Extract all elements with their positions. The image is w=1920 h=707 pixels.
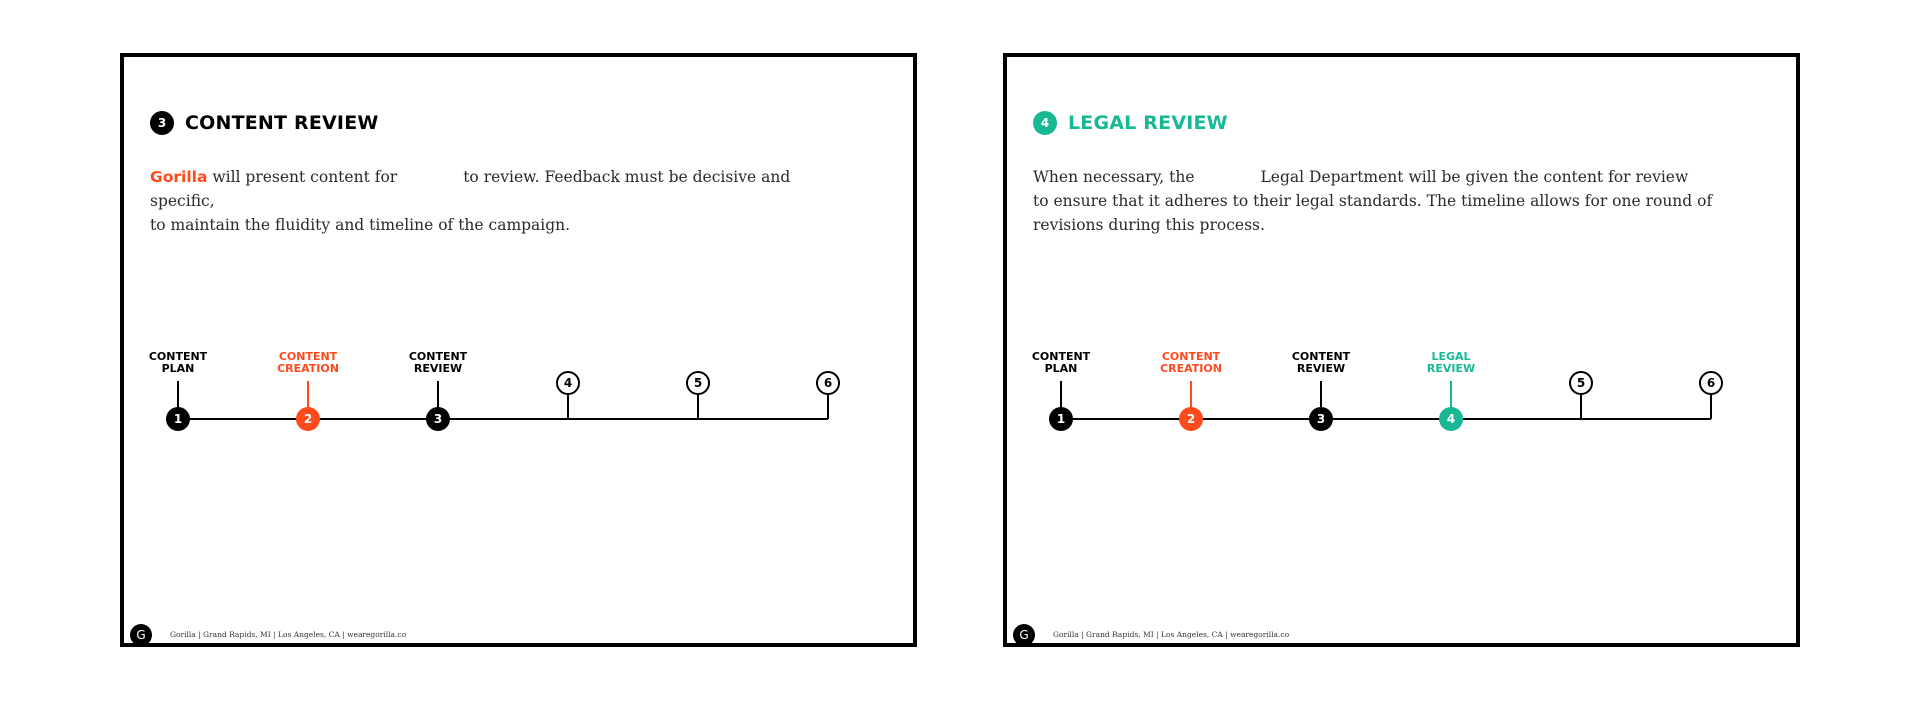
slide-body-text bbox=[1033, 165, 1733, 237]
slide-title: CONTENT REVIEW bbox=[185, 112, 379, 134]
timeline-node-3: 3 bbox=[1309, 407, 1333, 431]
timeline-stem bbox=[567, 393, 569, 419]
timeline-label bbox=[1146, 351, 1236, 375]
body-line1: will present content for bbox=[207, 168, 398, 186]
timeline-label-line2: PLAN bbox=[1044, 362, 1078, 375]
timeline-node-3: 3 bbox=[426, 407, 450, 431]
timeline-label-line2: PLAN bbox=[161, 362, 195, 375]
body-line3: revisions during this process. bbox=[1033, 216, 1265, 234]
timeline-label-line1: CONTENT bbox=[278, 350, 338, 363]
timeline-axis bbox=[1061, 418, 1711, 420]
timeline-node-6: 6 bbox=[1699, 371, 1723, 395]
process-timeline bbox=[1007, 347, 1796, 457]
body-line1b: to review. Feedback must be decisive and specific, bbox=[150, 168, 791, 210]
timeline-node-6: 6 bbox=[816, 371, 840, 395]
gorilla-logo-icon: G bbox=[1013, 624, 1035, 646]
timeline-node-1: 1 bbox=[166, 407, 190, 431]
timeline-label-line1: CONTENT bbox=[1291, 350, 1351, 363]
slide-title: LEGAL REVIEW bbox=[1068, 112, 1228, 134]
body-line2: to ensure that it adheres to their legal standards. The timeline allows for one round of bbox=[1033, 192, 1713, 210]
timeline-label bbox=[263, 351, 353, 375]
timeline-label-line1: CONTENT bbox=[408, 350, 468, 363]
timeline-label bbox=[393, 351, 483, 375]
timeline-label-line1: CONTENT bbox=[1031, 350, 1091, 363]
timeline-label-line1: CONTENT bbox=[148, 350, 208, 363]
gorilla-logo-icon: G bbox=[130, 624, 152, 646]
timeline-label bbox=[1406, 351, 1496, 375]
timeline-label bbox=[1276, 351, 1366, 375]
process-timeline bbox=[124, 347, 913, 457]
brand-name: Gorilla bbox=[150, 168, 208, 186]
timeline-label-line2: REVIEW bbox=[1296, 362, 1346, 375]
timeline-stem bbox=[827, 393, 829, 419]
footer-text: Gorilla | Grand Rapids, MI | Los Angeles, CA | wearegorilla.co bbox=[1053, 630, 1290, 639]
timeline-label-line2: REVIEW bbox=[413, 362, 463, 375]
timeline-label-line2: CREATION bbox=[277, 362, 339, 375]
timeline-node-2: 2 bbox=[1179, 407, 1203, 431]
timeline-node-4: 4 bbox=[1439, 407, 1463, 431]
body-line1: When necessary, the bbox=[1033, 168, 1195, 186]
timeline-node-1: 1 bbox=[1049, 407, 1073, 431]
timeline-label bbox=[1016, 351, 1106, 375]
step-number-badge: 3 bbox=[150, 111, 174, 135]
timeline-label-line1: LEGAL bbox=[1431, 350, 1471, 363]
slide-content-review bbox=[120, 53, 917, 647]
step-number-badge: 4 bbox=[1033, 111, 1057, 135]
body-line1b: Legal Department will be given the content for review bbox=[1260, 168, 1689, 186]
timeline-stem bbox=[1710, 393, 1712, 419]
timeline-label bbox=[133, 351, 223, 375]
slide-legal-review bbox=[1003, 53, 1800, 647]
timeline-label-line2: CREATION bbox=[1160, 362, 1222, 375]
body-line2: to maintain the fluidity and timeline of the campaign. bbox=[150, 216, 571, 234]
timeline-node-5: 5 bbox=[1569, 371, 1593, 395]
timeline-axis bbox=[178, 418, 828, 420]
timeline-stem bbox=[1580, 393, 1582, 419]
timeline-label-line1: CONTENT bbox=[1161, 350, 1221, 363]
timeline-label-line2: REVIEW bbox=[1426, 362, 1476, 375]
timeline-stem bbox=[697, 393, 699, 419]
timeline-node-2: 2 bbox=[296, 407, 320, 431]
timeline-node-4: 4 bbox=[556, 371, 580, 395]
footer-text: Gorilla | Grand Rapids, MI | Los Angeles, CA | wearegorilla.co bbox=[170, 630, 407, 639]
slide-body-text bbox=[150, 165, 850, 237]
timeline-node-5: 5 bbox=[686, 371, 710, 395]
